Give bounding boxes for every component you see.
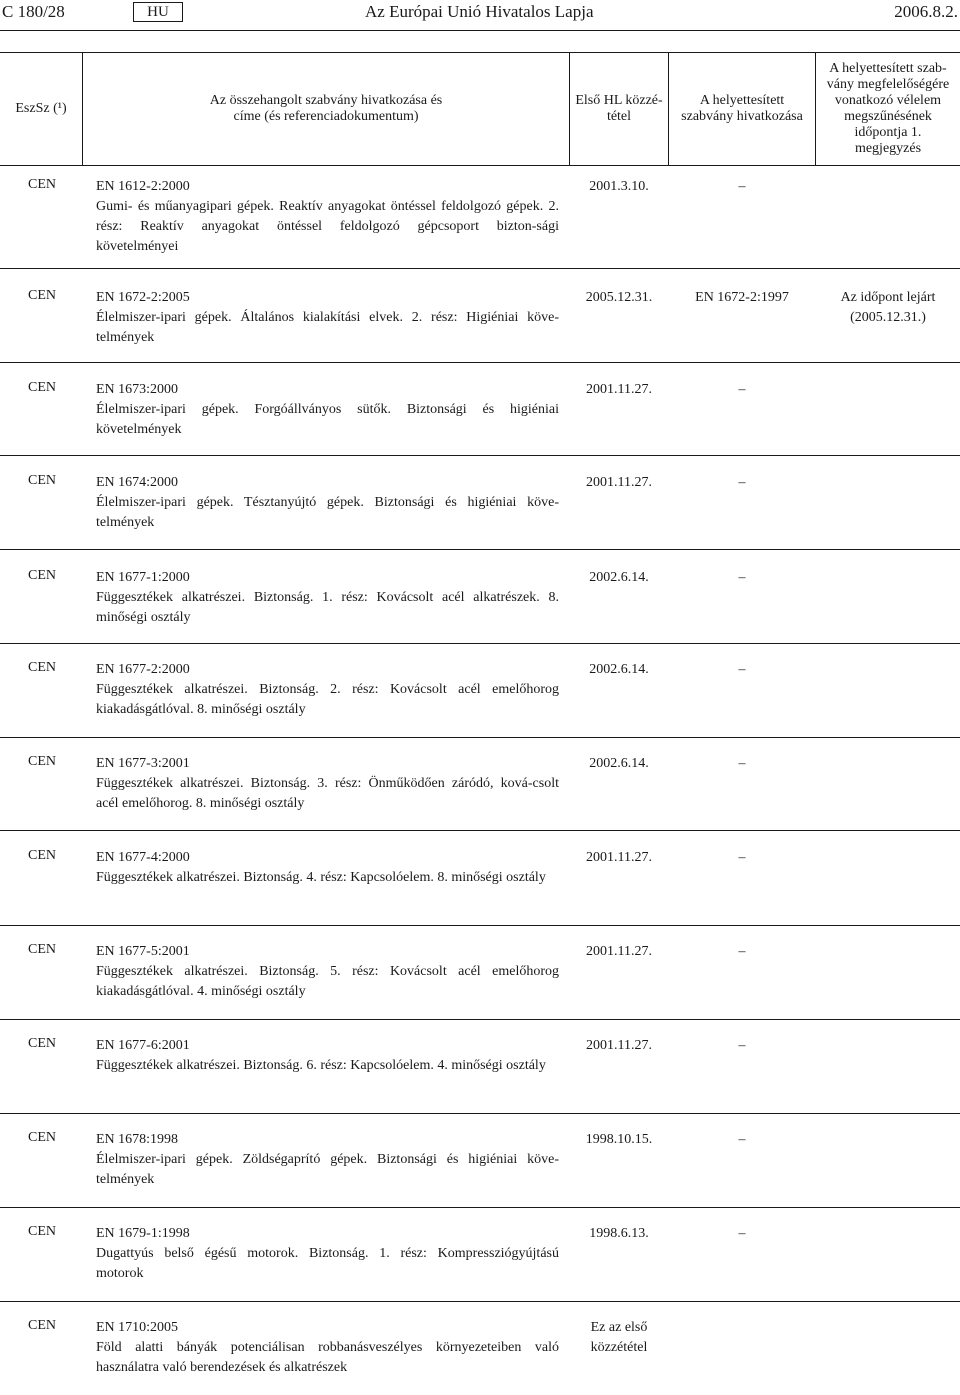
standard-cell	[96, 848, 559, 888]
first-publication-cell: 2002.6.14.	[589, 570, 649, 585]
standard-title: Élelmiszer-ipari gépek. Tésztanyújtó gépek. Biztonsági és higiéniai köve-telmények	[96, 495, 559, 530]
row-divider	[0, 362, 960, 363]
organisation-cell: CEN	[28, 177, 56, 192]
organisation-cell: CEN	[28, 288, 56, 303]
first-publication-cell: 1998.10.15.	[585, 1132, 653, 1147]
standard-cell	[96, 473, 559, 533]
publication-date: 2006.8.2.	[894, 2, 958, 21]
first-publication-cell: 2001.11.27.	[586, 382, 652, 397]
standard-cell	[96, 1130, 559, 1190]
standard-cell	[96, 1036, 559, 1076]
page-header	[0, 0, 960, 24]
first-publication-cell: 2001.11.27.	[586, 475, 652, 490]
standard-reference: EN 1677-6:2001	[96, 1038, 190, 1053]
standard-title: Föld alatti bányák potenciálisan robbanásveszélyes környezeteiben való használatra való berendezések és alkatrészek	[96, 1340, 559, 1375]
standard-title: Élelmiszer-ipari gépek. Zöldségaprító gépek. Biztonsági és higiéniai köve-telmények	[96, 1152, 559, 1187]
organisation-cell: CEN	[28, 568, 56, 583]
standard-reference: EN 1677-5:2001	[96, 944, 190, 959]
standard-cell	[96, 177, 559, 257]
standard-title: Élelmiszer-ipari gépek. Forgóállványos sütők. Biztonsági és higiéniai követelmények	[96, 402, 559, 437]
organisation-cell: CEN	[28, 1224, 56, 1239]
row-divider	[0, 549, 960, 550]
organisation-cell: CEN	[28, 1036, 56, 1051]
organisation-cell: CEN	[28, 380, 56, 395]
column-header-replaced-standard: A helyettesített szabvány hivatkozása	[681, 93, 803, 124]
standard-reference: EN 1672-2:2005	[96, 290, 190, 305]
standard-reference: EN 1673:2000	[96, 382, 179, 397]
row-divider	[0, 925, 960, 926]
standard-cell	[96, 1318, 559, 1378]
replaced-standard-cell: EN 1672-2:1997	[695, 290, 789, 305]
first-publication-cell: Ez az első közzététel	[590, 1320, 648, 1355]
replaced-standard-cell: –	[738, 1226, 746, 1241]
language-badge: HU	[133, 2, 183, 22]
expiry-date-cell: Az időpont lejárt (2005.12.31.)	[840, 290, 936, 325]
replaced-standard-cell: –	[738, 475, 746, 490]
column-header-first-publication: Első HL közzé-tétel	[575, 93, 663, 124]
table-header	[0, 52, 960, 166]
journal-title: Az Európai Unió Hivatalos Lapja	[365, 2, 594, 21]
standard-cell	[96, 660, 559, 720]
first-publication-cell: 2001.11.27.	[586, 944, 652, 959]
standard-reference: EN 1612-2:2000	[96, 179, 190, 194]
standard-title: Függesztékek alkatrészei. Biztonság. 2. rész: Kovácsolt acél emelőhorog kiakadásgátlóval. 8. minőségi osztály	[96, 682, 559, 717]
standard-title: Függesztékek alkatrészei. Biztonság. 5. rész: Kovácsolt acél emelőhorog kiakadásgátlóval. 4. minőségi osztály	[96, 964, 559, 999]
organisation-cell: CEN	[28, 848, 56, 863]
standard-title: Függesztékek alkatrészei. Biztonság. 6. rész: Kapcsolóelem. 4. minőségi osztály	[96, 1058, 546, 1073]
journal-reference: C 180/28	[2, 2, 65, 21]
replaced-standard-cell: –	[738, 382, 746, 397]
standard-reference: EN 1710:2005	[96, 1320, 179, 1335]
standard-cell	[96, 568, 559, 628]
standard-reference: EN 1678:1998	[96, 1132, 179, 1147]
replaced-standard-cell: –	[738, 756, 746, 771]
standard-title: Függesztékek alkatrészei. Biztonság. 1. rész: Kovácsolt acél alkatrészek. 8. minőségi osztály	[96, 590, 559, 625]
organisation-cell: CEN	[28, 1318, 56, 1333]
organisation-cell: CEN	[28, 754, 56, 769]
standard-cell	[96, 1224, 559, 1284]
column-header-standard: Az összehangolt szabvány hivatkozása és címe (és referenciadokumentum)	[209, 93, 443, 124]
row-divider	[0, 830, 960, 831]
standard-reference: EN 1679-1:1998	[96, 1226, 190, 1241]
standard-title: Függesztékek alkatrészei. Biztonság. 3. rész: Önműködően záródó, ková-csolt acél emelőhorog. 8. minőségi osztály	[96, 776, 559, 811]
first-publication-cell: 1998.6.13.	[589, 1226, 649, 1241]
organisation-cell: CEN	[28, 1130, 56, 1145]
standard-cell	[96, 942, 559, 1002]
standard-title: Élelmiszer-ipari gépek. Általános kialakítási elvek. 2. rész: Higiéniai köve-telmények	[96, 310, 559, 345]
standard-reference: EN 1674:2000	[96, 475, 179, 490]
row-divider	[0, 455, 960, 456]
row-divider	[0, 643, 960, 644]
standard-cell	[96, 380, 559, 440]
standard-title: Függesztékek alkatrészei. Biztonság. 4. rész: Kapcsolóelem. 8. minőségi osztály	[96, 870, 546, 885]
row-divider	[0, 1113, 960, 1114]
standard-reference: EN 1677-3:2001	[96, 756, 190, 771]
replaced-standard-cell: –	[738, 1132, 746, 1147]
row-divider	[0, 737, 960, 738]
organisation-cell: CEN	[28, 660, 56, 675]
row-divider	[0, 268, 960, 269]
standard-title: Dugattyús belső égésű motorok. Biztonság. 1. rész: Kompressziógyújtású motorok	[96, 1246, 559, 1281]
replaced-standard-cell: –	[738, 662, 746, 677]
column-header-expiry-date: A helyettesített szab-vány megfelelőségére vonatkozó vélelem megszűnésének időpontja 1. megjegyzés	[826, 61, 950, 156]
replaced-standard-cell: –	[738, 850, 746, 865]
standard-reference: EN 1677-1:2000	[96, 570, 190, 585]
first-publication-cell: 2001.11.27.	[586, 850, 652, 865]
standard-reference: EN 1677-2:2000	[96, 662, 190, 677]
replaced-standard-cell: –	[738, 570, 746, 585]
first-publication-cell: 2002.6.14.	[589, 662, 649, 677]
header-rule	[0, 30, 960, 31]
first-publication-cell: 2001.11.27.	[586, 1038, 652, 1053]
row-divider	[0, 1301, 960, 1302]
row-divider	[0, 1019, 960, 1020]
replaced-standard-cell: –	[738, 179, 746, 194]
first-publication-cell: 2005.12.31.	[585, 290, 653, 305]
first-publication-cell: 2001.3.10.	[589, 179, 649, 194]
standard-cell	[96, 288, 559, 348]
first-publication-cell: 2002.6.14.	[589, 756, 649, 771]
standard-title: Gumi- és műanyagipari gépek. Reaktív anyagokat öntéssel feldolgozó gépek. 2. rész: Reaktív anyagokat öntéssel feldolgozó gépcsoport bizton-sági követelményei	[96, 199, 559, 254]
replaced-standard-cell: –	[738, 1038, 746, 1053]
organisation-cell: CEN	[28, 942, 56, 957]
standard-cell	[96, 754, 559, 814]
standard-reference: EN 1677-4:2000	[96, 850, 190, 865]
row-divider	[0, 1207, 960, 1208]
column-header-esz: EszSz (¹)	[15, 101, 67, 116]
organisation-cell: CEN	[28, 473, 56, 488]
replaced-standard-cell: –	[738, 944, 746, 959]
